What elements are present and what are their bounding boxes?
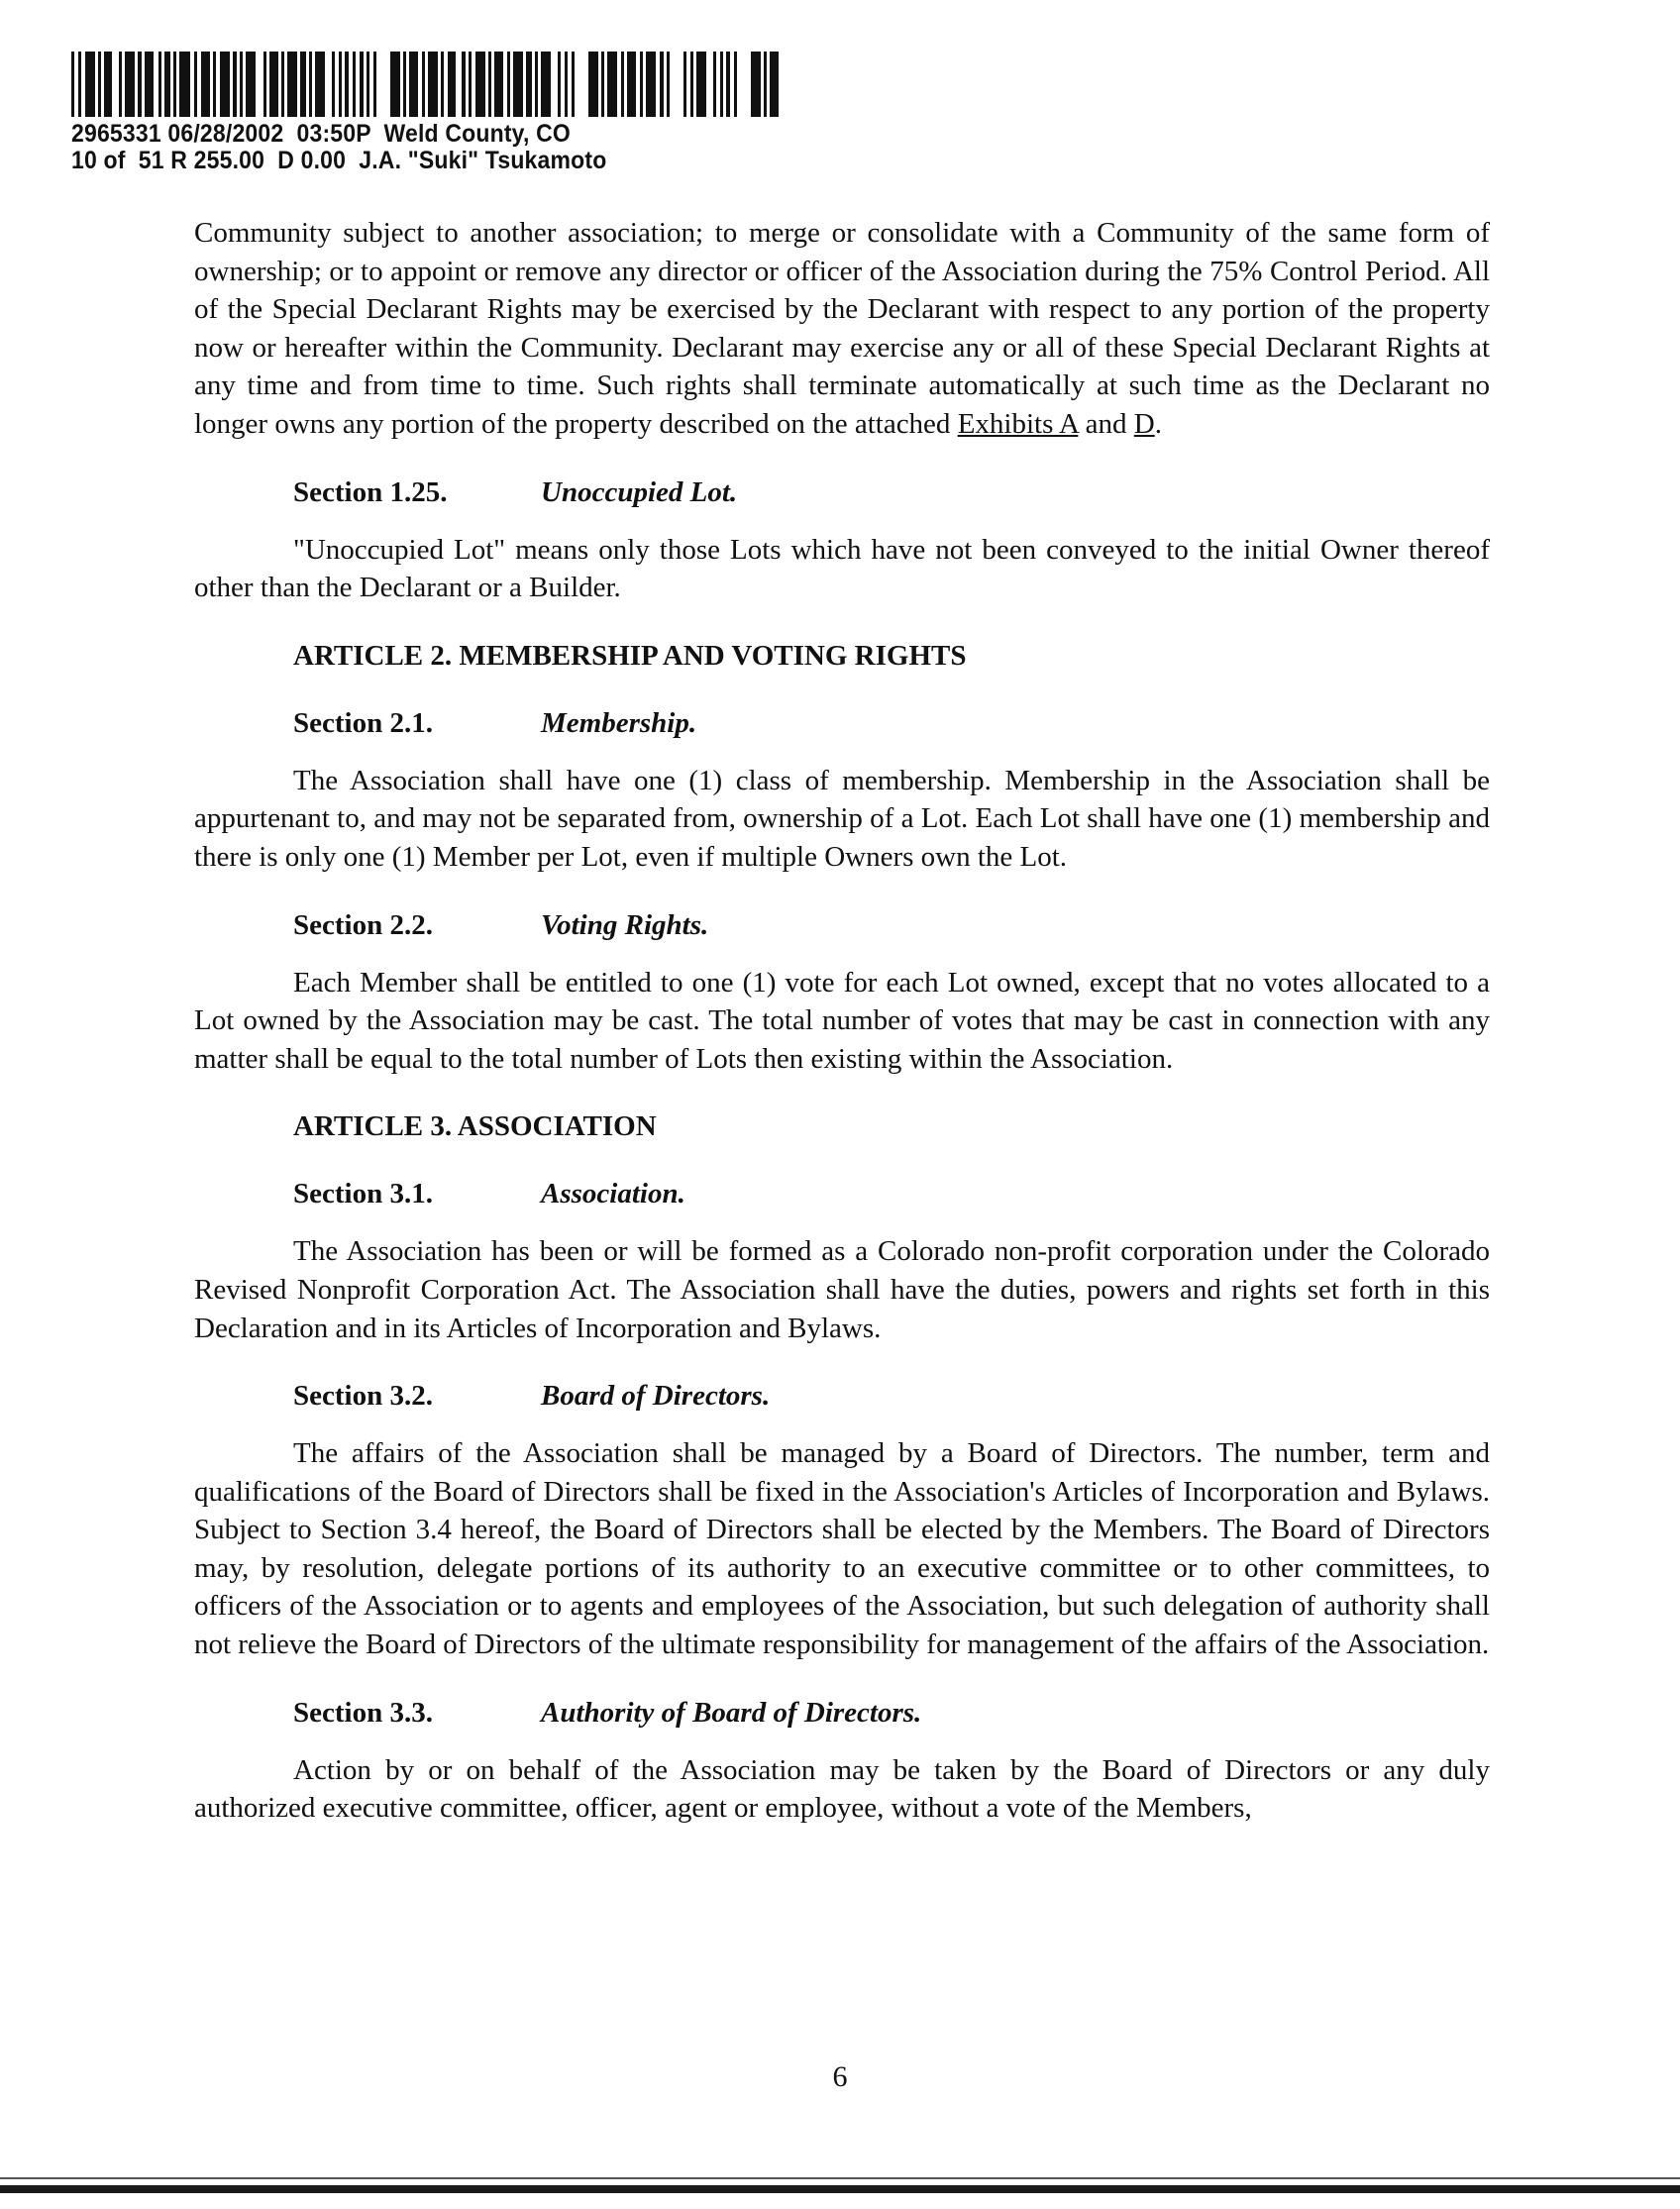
section-title: Board of Directors. bbox=[541, 1380, 771, 1413]
stamp-fee-line: 10 of 51 R 255.00 D 0.00 J.A. "Suki" Tsukamoto bbox=[71, 147, 607, 174]
scan-edge-line bbox=[0, 2177, 1680, 2179]
section-1-25-heading bbox=[293, 473, 1490, 511]
section-3-3-heading bbox=[293, 1694, 1490, 1732]
section-3-3-body: Action by or on behalf of the Association may be taken by the Board of Directors or any duly authorized executive committee, officer, agent or employee, without a vote of the Members, bbox=[194, 1753, 1490, 1825]
section-number: Section 2.1. bbox=[293, 706, 433, 739]
section-title: Voting Rights. bbox=[541, 908, 709, 941]
exhibits-a-reference: Exhibits A bbox=[957, 407, 1079, 440]
section-2-2-body: Each Member shall be entitled to one (1) vote for each Lot owned, except that no votes allocated to a Lot owned by the Association may be cast. The total number of votes that may be cast in connection with any matter shall be equal to the total number of Lots then existing within the Association. bbox=[194, 966, 1490, 1075]
intro-paragraph bbox=[194, 214, 1490, 444]
scan-bottom-border bbox=[0, 2185, 1680, 2193]
intro-and: and bbox=[1078, 407, 1134, 440]
section-number: Section 3.1. bbox=[293, 1178, 433, 1210]
intro-period: . bbox=[1154, 407, 1162, 440]
document-body bbox=[194, 214, 1490, 1828]
section-1-25-body: "Unoccupied Lot" means only those Lots which have not been conveyed to the initial Owner thereof other than the Declarant or a Builder. bbox=[194, 533, 1490, 604]
section-title: Unoccupied Lot. bbox=[541, 475, 738, 508]
section-2-1-body: The Association shall have one (1) class of membership. Membership in the Association shall be appurtenant to, and may not be separated from, ownership of a Lot. Each Lot shall have one (1) membership and there is only one (1) Member per Lot, even if multiple Owners own the Lot. bbox=[194, 764, 1490, 873]
article-3-heading: ARTICLE 3. ASSOCIATION bbox=[293, 1110, 657, 1143]
section-2-1-heading bbox=[293, 704, 1490, 742]
section-number: Section 2.2. bbox=[293, 908, 433, 941]
section-number: Section 1.25. bbox=[293, 475, 448, 508]
section-title: Authority of Board of Directors. bbox=[541, 1696, 922, 1729]
section-title: Association. bbox=[541, 1178, 685, 1210]
exhibit-d-reference: D bbox=[1133, 407, 1155, 440]
intro-text: Community subject to another association; to merge or consolidate with a Community of the same form of ownership; or to appoint or remove any director or officer of the Association during the 75% Control Period. All of the Special Declarant Rights may be exercised by the Declarant with respect to any portion of the property now or hereafter within the Community. Declarant may exercise any or all of these Special Declarant Rights at any time and from time to time. Such rights shall terminate automatically at such time as the Declarant no longer owns any portion of the property described on the attached bbox=[194, 217, 1490, 440]
section-title: Membership. bbox=[541, 706, 697, 739]
recording-stamp bbox=[71, 52, 785, 174]
section-3-2-heading bbox=[293, 1377, 1490, 1415]
section-number: Section 3.2. bbox=[293, 1380, 433, 1413]
stamp-reception-line: 2965331 06/28/2002 03:50P Weld County, CO bbox=[71, 120, 571, 148]
article-2-heading: ARTICLE 2. MEMBERSHIP AND VOTING RIGHTS bbox=[293, 639, 967, 672]
barcode bbox=[71, 52, 783, 117]
section-number: Section 3.3. bbox=[293, 1696, 433, 1729]
page-number: 6 bbox=[832, 2060, 848, 2093]
section-3-1-heading bbox=[293, 1175, 1490, 1212]
section-2-2-heading bbox=[293, 906, 1490, 944]
section-3-2-body: The affairs of the Association shall be managed by a Board of Directors. The number, term and qualifications of the Board of Directors shall be fixed in the Association's Articles of Incorporation and Bylaws. Subject to Section 3.4 hereof, the Board of Directors shall be elected by the Members. The Board of Directors may, by resolution, delegate portions of its authority to an executive committee or to other committees, to officers of the Association or to agents and employees of the Association, but such delegation of authority shall not relieve the Board of Directors of the ultimate responsibility for management of the affairs of the Association. bbox=[194, 1437, 1490, 1661]
section-3-1-body: The Association has been or will be formed as a Colorado non-profit corporation under the Colorado Revised Nonprofit Corporation Act. The Association shall have the duties, powers and rights set forth in this Declaration and in its Articles of Incorporation and Bylaws. bbox=[194, 1235, 1490, 1344]
